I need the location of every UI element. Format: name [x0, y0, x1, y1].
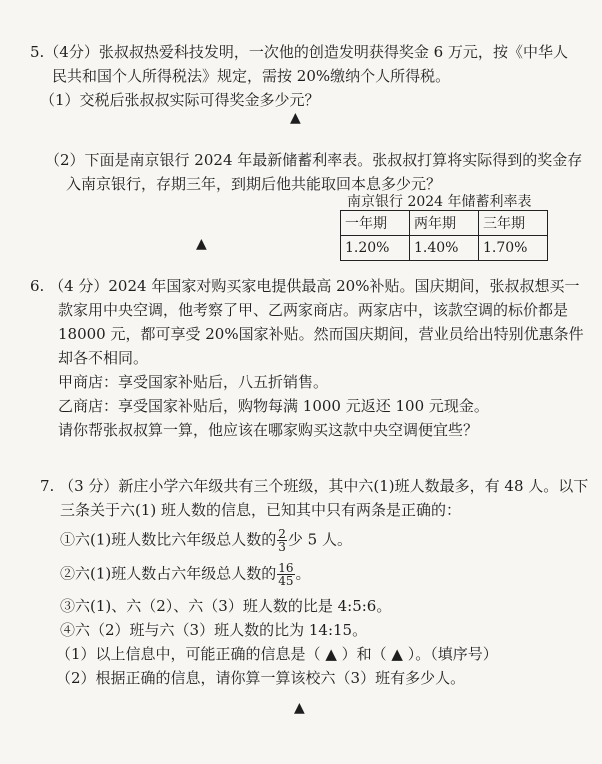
q5-sub2-line-2: 入南京银行，存期三年，到期后他共能取回本息多少元？	[66, 175, 442, 193]
q6-line-1: 6. （4 分）2024 年国家对购买家电提供最高 20%补贴。国庆期间，张叔叔想买一	[30, 277, 580, 295]
q7-info-1-post: 少 5 人。	[287, 530, 352, 549]
q7-info-4: ④六（2）班与六（3）班人数的比为 14:15。	[60, 621, 368, 639]
q7-info-2-numerator: 16	[278, 561, 294, 575]
q6-shop-b: 乙商店：享受国家补贴后，购物每满 1000 元返还 100 元现金。	[58, 397, 489, 415]
q7-info-1-denominator: 3	[278, 540, 286, 554]
answer-triangle-q5-2: ▲	[196, 236, 207, 252]
q6-question: 请你帮张叔叔算一算，他应该在哪家购买这款中央空调便宜些？	[58, 421, 479, 439]
rate-table-value-3y: 1.70%	[479, 236, 548, 261]
q5-line-1: 5.（4分）张叔叔热爱科技发明，一次他的创造发明获得奖金 6 万元，按《中华人	[30, 43, 568, 61]
rate-table	[340, 210, 548, 261]
q7-info-2-pre: ②六(1)班人数占六年级总人数的	[60, 564, 277, 583]
rate-table-title: 南京银行 2024 年储蓄利率表	[347, 194, 532, 210]
q7-info-1-numerator: 2	[278, 527, 286, 541]
rate-table-header-2y: 两年期	[410, 211, 479, 236]
q7-info-2	[60, 562, 311, 587]
rate-table-value-1y: 1.20%	[341, 236, 410, 261]
q7-info-2-fraction	[277, 562, 294, 587]
q6-line-3: 18000 元，都可享受 20%国家补贴。然而国庆期间，营业员给出特别优惠条件	[58, 325, 584, 343]
q7-line-2: 三条关于六(1) 班人数的信息，已知其中只有两条是正确的：	[60, 501, 462, 519]
rate-table-value-row	[341, 236, 548, 261]
q6-line-4: 却各不相同。	[58, 349, 149, 367]
rate-table-header-1y: 一年期	[341, 211, 410, 236]
q7-sub1: （1）以上信息中，可能正确的信息是（ ▲ ）和（ ▲ ）。（填序号）	[56, 645, 498, 663]
q6-shop-a: 甲商店：享受国家补贴后，八五折销售。	[58, 373, 329, 391]
q7-info-1-pre: ①六(1)班人数比六年级总人数的	[60, 530, 277, 549]
rate-table-header-row	[341, 211, 548, 236]
q5-sub1: （1）交税后张叔叔实际可得奖金多少元？	[40, 91, 320, 109]
q6-line-2: 款家用中央空调，他考察了甲、乙两家商店。两家店中，该款空调的标价都是	[58, 301, 569, 319]
q7-info-2-denominator: 45	[278, 574, 294, 588]
q7-info-1	[60, 528, 352, 553]
q7-line-1: 7. （3 分）新庄小学六年级共有三个班级，其中六(1)班人数最多，有 48 人。以下	[40, 477, 589, 495]
q7-sub2: （2）根据正确的信息，请你算一算该校六（3）班有多少人。	[56, 669, 466, 687]
answer-triangle-q7: ▲	[294, 700, 305, 716]
q5-line-2: 民共和国个人所得税法》规定，需按 20%缴纳个人所得税。	[52, 67, 451, 85]
q5-sub2-line-1: （2）下面是南京银行 2024 年最新储蓄利率表。张叔叔打算将实际得到的奖金存	[45, 151, 583, 169]
q7-info-2-post: 。	[295, 564, 311, 583]
answer-triangle-q5-1: ▲	[290, 110, 301, 126]
q7-info-3: ③六(1)、六（2）、六（3）班人数的比是 4:5:6。	[60, 597, 392, 615]
q7-info-1-fraction	[277, 528, 287, 553]
rate-table-value-2y: 1.40%	[410, 236, 479, 261]
rate-table-header-3y: 三年期	[479, 211, 548, 236]
